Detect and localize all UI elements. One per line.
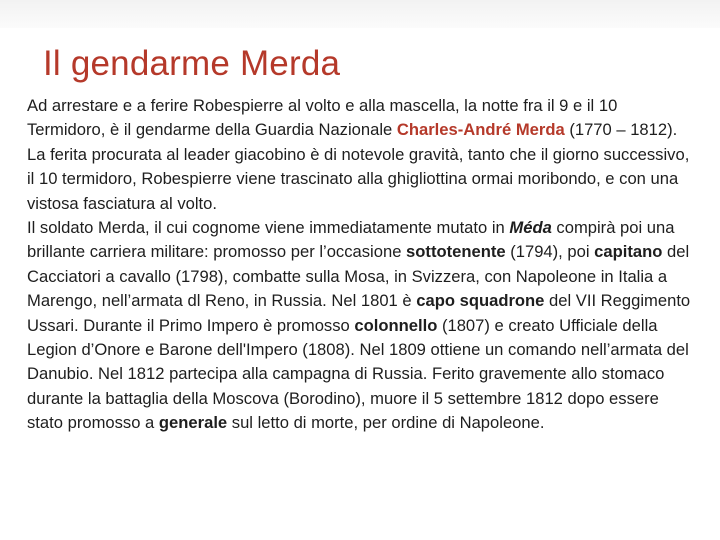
slide-title: Il gendarme Merda: [43, 44, 341, 83]
name-charles-andre-merda: Charles-André Merda: [396, 120, 565, 140]
paragraph-career-text-2: compirà poi una brillante carriera militare: promosso per l’occasione: [27, 218, 675, 262]
rank-sottotenente: sottotenente: [406, 242, 506, 262]
paragraph-career-text-5: del VII Reggimento Ussari. Durante il Primo Impero è promosso: [27, 291, 691, 335]
rank-colonnello: colonnello: [354, 315, 438, 335]
rank-generale: generale: [158, 413, 228, 433]
paragraph-career: [27, 216, 693, 436]
surname-meda: Méda: [509, 218, 552, 238]
paragraph-career-text-1: Il soldato Merda, il cui cognome viene immediatamente mutato in: [27, 218, 510, 238]
paragraph-career-text-6: (1807) e creato Ufficiale della Legion d’Onore e Barone dell'Impero (1808). Nel 1809 ottiene un comando nell’armata del Danubio. Nel 1812 partecipa alla campagna di Russia. Ferito gravemente allo stomaco durante la battaglia della Moscova (Borodino), muore il 5 settembre 1812 dopo essere stato promosso a: [27, 315, 689, 433]
paragraph-arrest-text-2: (1770 – 1812). La ferita procurata al leader giacobino è di notevole gravità, tanto che il giorno successivo, il 10 termidoro, Robespierre viene trascinato alla ghigliottina ormai moribondo, e con una vistosa fasciatura al volto.: [27, 120, 690, 213]
paragraph-career-text-3: (1794), poi: [505, 242, 595, 262]
rank-capo-squadrone: capo squadrone: [416, 291, 545, 311]
paragraph-career-text-4: del Cacciatori a cavallo (1798), combatte sulla Mosa, in Svizzera, con Napoleone in Italia a Marengo, nell’armata dl Reno, in Russia. Nel 1801 è: [27, 242, 690, 311]
slide-body: [27, 94, 693, 436]
paragraph-arrest-text-1: Ad arrestare e a ferire Robespierre al volto e alla mascella, la notte fra il 9 e il 10 Termidoro, è il gendarme della Guardia Nazionale: [27, 96, 618, 140]
paragraph-career-text-7: sul letto di morte, per ordine di Napoleone.: [227, 413, 545, 433]
slide-top-band: [0, 0, 720, 28]
rank-capitano: capitano: [594, 242, 663, 262]
paragraph-arrest: [27, 94, 693, 216]
